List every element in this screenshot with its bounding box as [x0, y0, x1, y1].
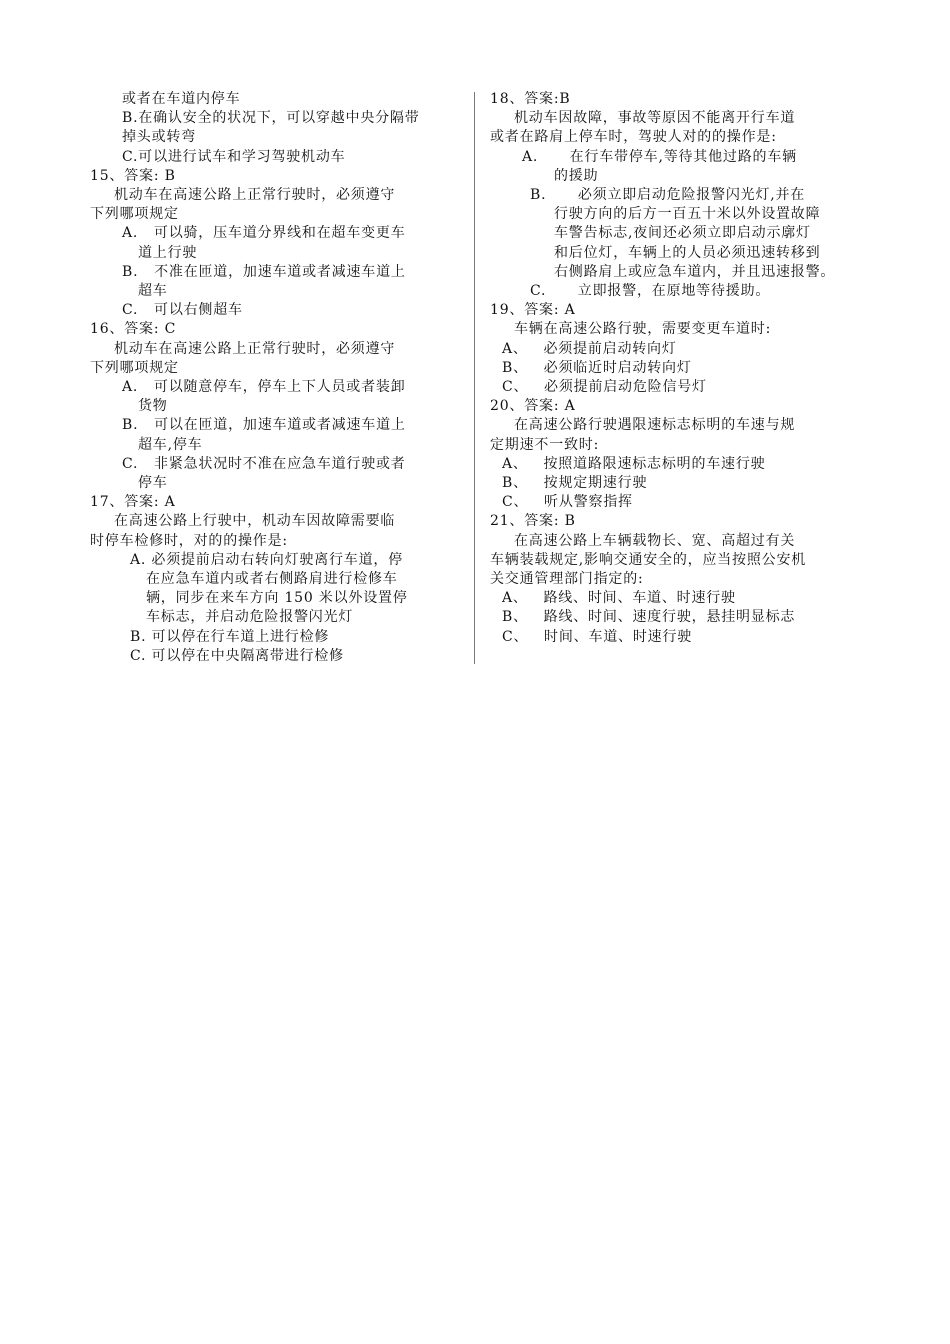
text-line: 的援助 — [554, 167, 599, 184]
text-line: B、 必须临近时启动转向灯 — [502, 359, 692, 376]
text-line: 车标志，并启动危险报警闪光灯 — [146, 609, 354, 626]
text-line: 行驶方向的后方一百五十米以外设置故障 — [554, 206, 821, 223]
column-divider — [474, 92, 475, 664]
text-line: 右侧路肩上或应急车道内，并且迅速报警。 — [554, 263, 836, 280]
text-line: C. 可以停在中央隔离带进行检修 — [130, 647, 344, 664]
text-line: 车辆在高速公路行驶，需要变更车道时: — [514, 321, 772, 338]
text-line: 道上行驶 — [138, 244, 198, 261]
text-line: 18、答案:B — [490, 91, 571, 107]
text-line: 机动车在高速公路上正常行驶时，必须遵守 — [114, 187, 396, 204]
text-line: 机动车因故障，事故等原因不能离开行车道 — [514, 110, 796, 127]
text-line: 车辆装载规定,影响交通安全的，应当按照公安机 — [490, 551, 807, 568]
text-line: 车警告标志,夜间还必须立即启动示廓灯 — [554, 225, 811, 242]
text-line: 掉头或转弯 — [122, 129, 196, 146]
text-line: A. 必须提前启动右转向灯驶离行车道，停 — [130, 551, 404, 568]
text-line: B. 必须立即启动危险报警闪光灯,并在 — [530, 187, 806, 204]
text-line: 20、答案: A — [490, 398, 576, 415]
text-line: 或者在车道内停车 — [122, 91, 241, 107]
text-line: A. 在行车带停车,等待其他过路的车辆 — [522, 148, 797, 165]
text-line: A、 必须提前启动转向灯 — [502, 340, 677, 357]
right-column — [490, 90, 860, 647]
text-line: C、 听从警察指挥 — [502, 494, 633, 511]
text-line: 辆，同步在来车方向 150 米以外设置停 — [146, 590, 408, 607]
text-line: 21、答案: B — [490, 513, 576, 530]
left-column — [90, 90, 462, 666]
text-line: A、 按照道路限速标志标明的车速行驶 — [502, 455, 766, 472]
text-line: 机动车在高速公路上正常行驶时，必须遵守 — [114, 340, 396, 357]
text-line: B、 路线、时间、速度行驶，悬挂明显标志 — [502, 609, 796, 626]
text-line: 停车 — [138, 475, 168, 492]
text-line: C. 非紧急状况时不准在应急车道行驶或者 — [122, 455, 406, 472]
text-line: A. 可以随意停车，停车上下人员或者装卸 — [122, 379, 406, 396]
text-line: B.在确认安全的状况下，可以穿越中央分隔带 — [122, 110, 420, 127]
text-line: 17、答案: A — [90, 494, 176, 511]
text-line: C. 可以右侧超车 — [122, 302, 243, 319]
text-line: 下列哪项规定 — [90, 206, 179, 223]
text-line: 超车,停车 — [138, 436, 203, 453]
text-line: 关交通管理部门指定的: — [490, 571, 644, 588]
text-line: 货物 — [138, 398, 168, 415]
text-line: A、 路线、时间、车道、时速行驶 — [502, 590, 736, 607]
text-line: 超车 — [138, 283, 168, 300]
text-line: 16、答案: C — [90, 321, 177, 338]
text-line: 19、答案: A — [490, 302, 576, 319]
text-line: C、 必须提前启动危险信号灯 — [502, 379, 707, 396]
text-line: B、 按规定期速行驶 — [502, 475, 648, 492]
text-line: 定期速不一致时: — [490, 436, 600, 453]
text-line: B. 可以停在行车道上进行检修 — [130, 628, 330, 645]
text-line: C.可以进行试车和学习驾驶机动车 — [122, 148, 346, 165]
text-line: B. 可以在匝道，加速车道或者减速车道上 — [122, 417, 406, 434]
text-line: C、 时间、车道、时速行驶 — [502, 628, 693, 645]
text-line: A. 可以骑，压车道分界线和在超车变更车 — [122, 225, 406, 242]
text-line: 和后位灯，车辆上的人员必须迅速转移到 — [554, 244, 821, 261]
text-line: C. 立即报警，在原地等待援助。 — [530, 283, 771, 300]
text-line: 在高速公路上行驶中，机动车因故障需要临 — [114, 513, 396, 530]
text-line: 15、答案: B — [90, 167, 176, 184]
text-line: 或者在路肩上停车时，驾驶人对的的操作是: — [490, 129, 777, 146]
text-line: 在应急车道内或者右侧路肩进行检修车 — [146, 571, 398, 588]
text-line: 在高速公路上车辆载物长、宽、高超过有关 — [514, 532, 796, 549]
text-line: B. 不准在匝道，加速车道或者减速车道上 — [122, 263, 406, 280]
text-line: 时停车检修时，对的的操作是: — [90, 532, 288, 549]
text-line: 下列哪项规定 — [90, 359, 179, 376]
text-line: 在高速公路行驶遇限速标志标明的车速与规 — [514, 417, 796, 434]
